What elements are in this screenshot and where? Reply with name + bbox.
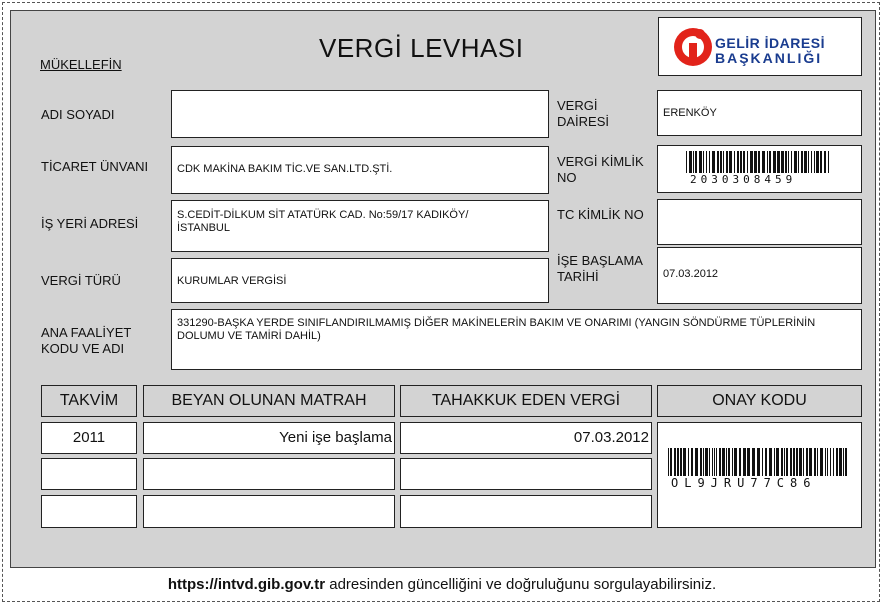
barcode-bar: [798, 151, 799, 173]
cell-matrah-2: [143, 458, 395, 490]
barcode-bar: [740, 151, 742, 173]
barcode-bar: [817, 448, 818, 476]
barcode-bar: [743, 151, 745, 173]
barcode-bar: [794, 151, 797, 173]
label-adi-soyadi: ADI SOYADI: [41, 107, 115, 122]
barcode-bar: [695, 448, 698, 476]
barcode-bar: [781, 151, 784, 173]
onay-barcode-icon: [668, 448, 850, 476]
barcode-bar: [747, 151, 748, 173]
barcode-bar: [820, 448, 823, 476]
barcode-bar: [804, 151, 807, 173]
label-is-yeri-adresi: İŞ YERİ ADRESİ: [41, 216, 139, 231]
barcode-bar: [757, 448, 760, 476]
barcode-bar: [709, 448, 710, 476]
barcode-bar: [767, 151, 768, 173]
barcode-bar: [762, 448, 763, 476]
barcode-bar: [712, 151, 715, 173]
barcode-bar: [723, 151, 724, 173]
barcode-bar: [762, 151, 765, 173]
footer-url[interactable]: https://intvd.gib.gov.tr: [167, 576, 326, 593]
vkn-barcode-text: 2030308459: [690, 173, 797, 186]
barcode-bar: [793, 448, 795, 476]
barcode-bar: [801, 151, 803, 173]
barcode-bar: [808, 151, 809, 173]
barcode-bar: [688, 448, 689, 476]
logo-line-2: BAŞKANLIĞI: [715, 50, 823, 66]
label-ana-faaliyet: ANA FAALİYET KODU VE ADI: [41, 325, 132, 356]
barcode-bar: [816, 151, 819, 173]
barcode-bar: [781, 448, 783, 476]
tax-plate-panel: [10, 10, 876, 568]
field-ticaret-unvani: CDK MAKİNA BAKIM TİC.VE SAN.LTD.ŞTİ.: [171, 146, 549, 194]
barcode-bar: [796, 448, 798, 476]
barcode-bar: [732, 448, 733, 476]
cell-vergi-1: 07.03.2012: [400, 422, 652, 454]
cell-takvim-3: [41, 495, 137, 528]
th-takvim: TAKVİM: [41, 385, 137, 417]
barcode-bar: [683, 448, 686, 476]
barcode-bar: [843, 448, 844, 476]
cell-takvim-1: 2011: [41, 422, 137, 454]
barcode-bar: [845, 448, 847, 476]
th-beyan-olunan-matrah: BEYAN OLUNAN MATRAH: [143, 385, 395, 417]
page-title: VERGİ LEVHASI: [319, 33, 524, 63]
field-adi-soyadi: [171, 90, 549, 138]
field-ana-faaliyet: 331290-BAŞKA YERDE SINIFLANDIRILMAMIŞ DİĞER MAKİNELERİN BAKIM VE ONARIMI (YANGIN SÖNDÜRME TÜPLERİNİN DOLUMU VE TAMİRİ DAHİL): [171, 309, 862, 370]
field-ise-baslama-tarihi: 07.03.2012: [657, 247, 862, 304]
vkn-barcode-icon: [686, 151, 831, 173]
label-vergi-dairesi: VERGİ DAİRESİ: [557, 98, 610, 129]
barcode-bar: [739, 448, 741, 476]
barcode-bar: [703, 151, 704, 173]
barcode-bar: [811, 151, 812, 173]
cell-takvim-2: [41, 458, 137, 490]
barcode-bar: [825, 448, 826, 476]
field-vergi-turu: KURUMLAR VERGİSİ: [171, 258, 549, 303]
barcode-bar: [686, 151, 687, 173]
barcode-bar: [709, 151, 710, 173]
barcode-bar: [729, 151, 732, 173]
barcode-bar: [774, 448, 775, 476]
cell-matrah-3: [143, 495, 395, 528]
th-tahakkuk-eden-vergi: TAHAKKUK EDEN VERGİ: [400, 385, 652, 417]
barcode-bar: [785, 151, 787, 173]
label-ise-baslama-tarihi: İŞE BAŞLAMA TARİHİ: [557, 253, 643, 284]
label-vergi-turu: VERGİ TÜRÜ: [41, 273, 121, 288]
barcode-bar: [734, 448, 737, 476]
barcode-bar: [668, 448, 669, 476]
barcode-bar: [726, 151, 728, 173]
th-onay-kodu: ONAY KODU: [657, 385, 862, 417]
barcode-bar: [830, 448, 831, 476]
barcode-bar: [765, 448, 767, 476]
barcode-bar: [799, 448, 802, 476]
barcode-bar: [754, 151, 757, 173]
barcode-bar: [839, 448, 842, 476]
barcode-bar: [820, 151, 822, 173]
barcode-bar: [777, 151, 780, 173]
barcode-bar: [750, 151, 753, 173]
barcode-bar: [824, 151, 826, 173]
barcode-bar: [717, 151, 719, 173]
barcode-bar: [827, 448, 828, 476]
barcode-bar: [699, 151, 702, 173]
barcode-bar: [758, 151, 760, 173]
barcode-bar: [716, 448, 717, 476]
barcode-bar: [806, 448, 808, 476]
barcode-bar: [728, 448, 730, 476]
barcode-bar: [734, 151, 735, 173]
barcode-bar: [722, 448, 725, 476]
taxpayer-heading: MÜKELLEFİN: [40, 57, 122, 72]
barcode-bar: [689, 151, 692, 173]
footer-text: adresinden güncelliğini ve doğruluğunu sorgulayabilirsiniz.: [325, 576, 717, 593]
onay-barcode-text: OL9JRU77C86: [671, 476, 817, 490]
barcode-bar: [784, 448, 785, 476]
barcode-bar: [786, 448, 788, 476]
barcode-bar: [712, 448, 713, 476]
field-tc-kimlik-no: [657, 199, 862, 245]
barcode-bar: [773, 151, 776, 173]
barcode-bar: [706, 151, 707, 173]
barcode-bar: [836, 448, 838, 476]
barcode-bar: [719, 448, 721, 476]
label-ticaret-unvani: TİCARET ÜNVANI: [41, 159, 149, 174]
barcode-bar: [788, 151, 789, 173]
field-vergi-dairesi: ERENKÖY: [657, 90, 862, 136]
barcode-bar: [747, 448, 750, 476]
barcode-bar: [695, 151, 697, 173]
barcode-bar: [769, 151, 771, 173]
barcode-bar: [769, 448, 772, 476]
barcode-bar: [814, 151, 815, 173]
barcode-bar: [791, 151, 792, 173]
barcode-bar: [814, 448, 816, 476]
barcode-bar: [674, 448, 676, 476]
cell-vergi-2: [400, 458, 652, 490]
barcode-bar: [726, 448, 727, 476]
barcode-bar: [803, 448, 804, 476]
barcode-bar: [743, 448, 746, 476]
barcode-bar: [828, 151, 829, 173]
barcode-bar: [670, 448, 672, 476]
barcode-bar: [691, 448, 693, 476]
barcode-bar: [705, 448, 708, 476]
gib-logo: [658, 17, 862, 76]
barcode-bar: [737, 151, 739, 173]
label-tc-kimlik-no: TC KİMLİK NO: [557, 207, 644, 222]
barcode-bar: [714, 448, 715, 476]
barcode-bar: [752, 448, 755, 476]
barcode-bar: [833, 448, 834, 476]
barcode-bar: [680, 448, 682, 476]
barcode-bar: [700, 448, 702, 476]
field-is-yeri-adresi: S.CEDİT-DİLKUM SİT ATATÜRK CAD. No:59/17 KADIKÖY/ İSTANBUL: [171, 200, 549, 252]
barcode-bar: [703, 448, 704, 476]
field-vergi-kimlik-no: [657, 145, 862, 193]
barcode-bar: [693, 151, 694, 173]
label-vergi-kimlik-no: VERGİ KİMLİK NO: [557, 154, 644, 185]
logo-line-1: GELİR İDARESİ: [715, 35, 825, 51]
barcode-bar: [720, 151, 722, 173]
barcode-bar: [809, 448, 812, 476]
barcode-bar: [790, 448, 792, 476]
barcode-bar: [677, 448, 679, 476]
footer-note: [0, 576, 884, 593]
cell-vergi-3: [400, 495, 652, 528]
cell-onay-kodu: [657, 422, 862, 528]
cell-matrah-1: Yeni işe başlama: [143, 422, 395, 454]
barcode-bar: [776, 448, 779, 476]
